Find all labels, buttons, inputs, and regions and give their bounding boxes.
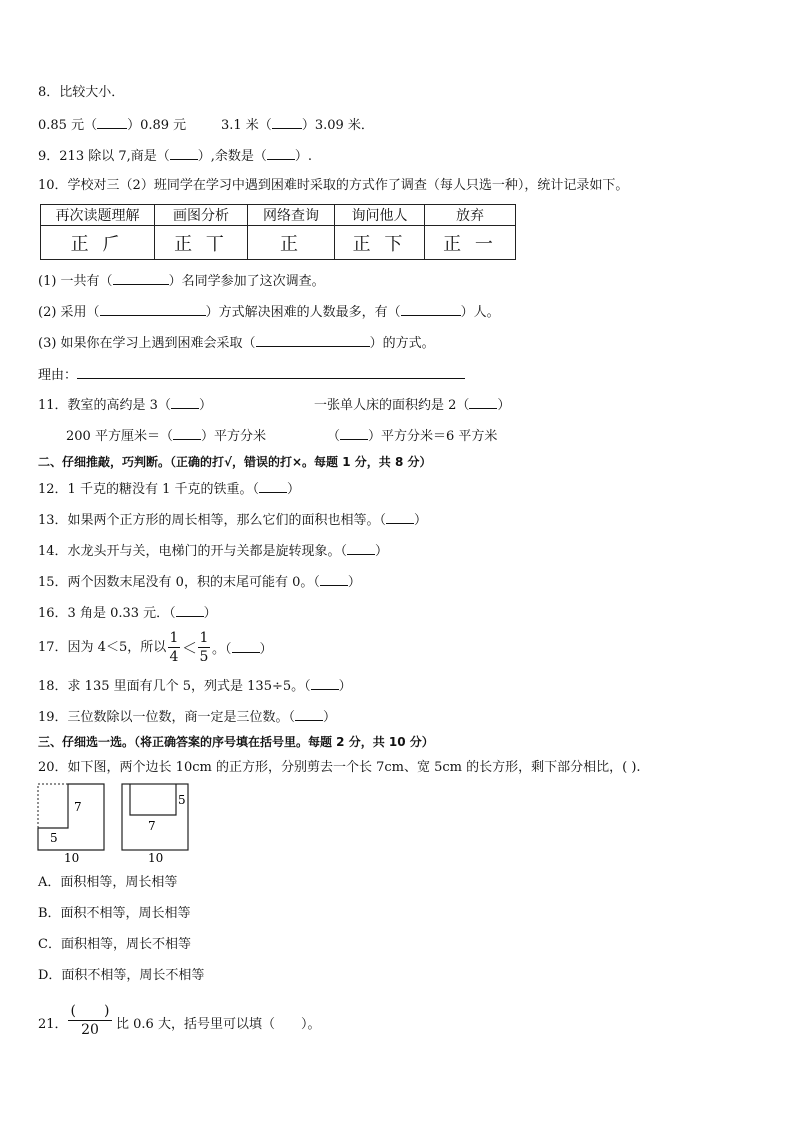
q21-fraction xyxy=(68,1003,112,1038)
fraction-one-quarter: 1 4 xyxy=(169,630,179,665)
q13: 13．如果两个正方形的周长相等，那么它们的面积也相等。（ ） xyxy=(38,513,428,528)
less-than: ＜ xyxy=(182,639,198,657)
q12: 12．1 千克的糖没有 1 千克的铁重。（ ） xyxy=(38,482,300,497)
fig1-base-label: 10 xyxy=(64,851,80,865)
q17-text: 17．因为 4＜5，所以 xyxy=(38,640,167,655)
figure-2 xyxy=(122,784,188,865)
q20-figures xyxy=(34,780,194,866)
q20-option-a[interactable]: A．面积相等，周长相等 xyxy=(38,875,178,890)
q21-numerator: ( ) xyxy=(70,1003,110,1019)
header-cell: 再次读题理解 xyxy=(41,205,155,226)
tally-cell: 正 𠂆 xyxy=(41,226,155,260)
q21-denominator: 20 xyxy=(81,1022,99,1038)
q21-text: 比 0.6 大，括号里可以填（ ）。 xyxy=(116,1017,321,1032)
section-2-heading: 二、仔细推敲，巧判断。（正确的打√，错误的打×。每题 1 分，共 8 分） xyxy=(38,455,432,469)
q9: 9．213 除以 7,商是（ ）,余数是（ ）. xyxy=(38,149,313,164)
fig2-side-label: 5 xyxy=(178,793,186,807)
q14: 14．水龙头开与关，电梯门的开与关都是旋转现象。（ ） xyxy=(38,544,389,559)
q8-compare-2: 3.1 米（ ）3.09 米． xyxy=(221,118,374,133)
q11-d: （ ）平方分米＝6 平方米 xyxy=(327,429,498,444)
q20-option-d[interactable]: D．面积不相等，周长不相等 xyxy=(38,968,205,983)
q20-option-b[interactable]: B．面积不相等，周长相等 xyxy=(38,906,191,921)
fraction-one-fifth: 1 5 xyxy=(199,630,209,665)
q10-sub3: (3) 如果你在学习上遇到困难会采取（ ）的方式。 xyxy=(38,336,435,351)
figure-1 xyxy=(38,784,104,865)
q19: 19．三位数除以一位数，商一定是三位数。（ ） xyxy=(38,710,337,725)
section-3-heading: 三、仔细选一选。（将正确答案的序号填在括号里。每题 2 分，共 10 分） xyxy=(38,735,434,749)
q16: 16．3 角是 0.33 元．（ ） xyxy=(38,606,217,621)
q11-a: 11．教室的高约是 3（ ） xyxy=(38,398,212,413)
q20-option-c[interactable]: C．面积相等，周长不相等 xyxy=(38,937,191,952)
tally-table xyxy=(40,204,516,260)
q10-title: 10．学校对三（2）班同学在学习中遇到困难时采取的方式作了调查（每人只选一种），统计记录如下。 xyxy=(38,178,629,193)
q15: 15．两个因数末尾没有 0，积的末尾可能有 0。（ ） xyxy=(38,575,361,590)
header-cell: 画图分析 xyxy=(155,205,248,226)
tally-cell: 正 xyxy=(248,226,335,260)
tally-cell: 正 一 xyxy=(425,226,516,260)
tally-cell: 正 下 xyxy=(335,226,425,260)
q20-title: 20．如下图，两个边长 10cm 的正方形，分别剪去一个长 7cm、宽 5cm 的长方形，剩下部分相比，( ). xyxy=(38,760,641,775)
fig1-side-label: 7 xyxy=(74,800,82,814)
q11-b: 一张单人床的面积约是 2（ ） xyxy=(314,398,511,413)
q8-title: 8．比较大小． xyxy=(38,85,125,100)
q10-reason: 理由： xyxy=(38,366,465,384)
q21-number: 21． xyxy=(38,1017,68,1032)
q17-blank: 。（ ） xyxy=(212,642,273,657)
q18: 18．求 135 里面有几个 5，列式是 135÷5。（ ） xyxy=(38,679,352,694)
q10-sub1: (1) 一共有（ ）名同学参加了这次调查。 xyxy=(38,274,325,289)
fig2-inner-label: 7 xyxy=(148,819,156,833)
tally-cell: 正 丅 xyxy=(155,226,248,260)
header-cell: 询问他人 xyxy=(335,205,425,226)
fig1-bottom-label: 5 xyxy=(50,831,58,845)
q11-c: 200 平方厘米＝（ ）平方分米 xyxy=(66,429,266,444)
fig2-base-label: 10 xyxy=(148,851,164,865)
q10-sub2: (2) 采用（ ）方式解决困难的人数最多，有（ ）人。 xyxy=(38,305,500,320)
q8-compare-1: 0.85 元（ ）0.89 元 xyxy=(38,118,187,133)
header-cell: 网络查询 xyxy=(248,205,335,226)
header-cell: 放弃 xyxy=(425,205,516,226)
